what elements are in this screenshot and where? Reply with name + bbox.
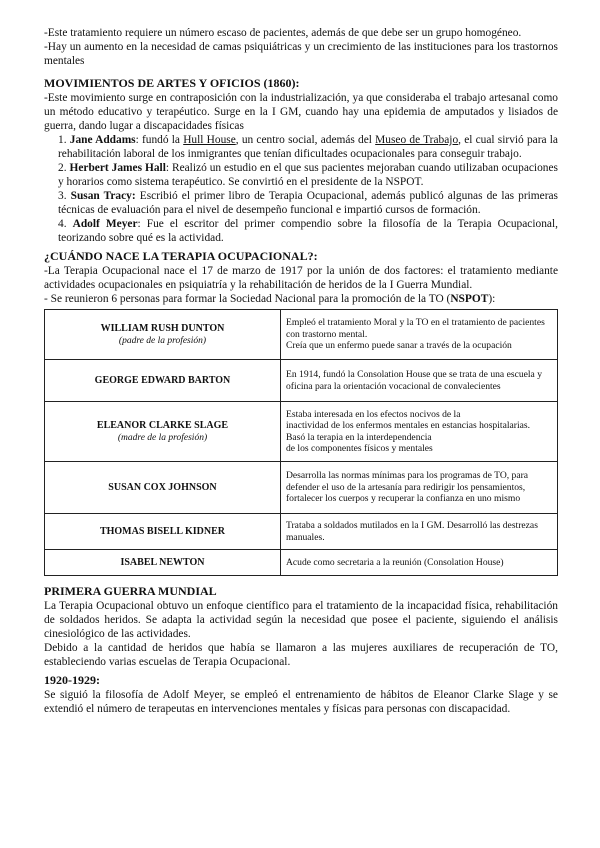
list-text: : Realizó un estudio en el que sus pacientes mejoraban cuando utilizaban ocupaciones y horarios como sistema terapéutico. Se convirtió en el presidente de la NSPOT.	[58, 162, 558, 188]
list-number: 1.	[58, 134, 67, 146]
list-item-hall	[44, 161, 558, 189]
founder-name: ISABEL NEWTON	[120, 557, 205, 568]
table-row	[45, 550, 558, 576]
founders-table	[44, 309, 558, 576]
founder-description-cell	[280, 310, 557, 360]
founder-name: SUSAN COX JOHNSON	[108, 482, 217, 493]
section-heading-movimientos: MOVIMIENTOS DE ARTES Y OFICIOS (1860):	[44, 76, 300, 90]
guerra-paragraph-2: Debido a la cantidad de heridos que había se llamaron a las mujeres auxiliares de recuperación de TO, estableciendo varias escuelas de Terapia Ocupacional.	[44, 642, 558, 668]
list-number: 2.	[58, 162, 67, 174]
table-row	[45, 402, 558, 462]
list-text: , un centro social, además del	[235, 134, 376, 146]
description-line: inactividad de los enfermos mentales en estancias hospitalarias.	[285, 420, 530, 431]
description-line: Trataba a soldados mutilados en la I GM. Desarrolló las destrezas manuales.	[285, 520, 538, 543]
founder-description-cell	[280, 514, 557, 550]
list-item-meyer	[44, 217, 558, 245]
description-line: de los componentes físicos y mentales	[285, 443, 433, 454]
intro-line-2: -Hay un aumento en la necesidad de camas psiquiátricas y un crecimiento de las instituciones para los trastornos mentales	[44, 41, 558, 67]
nspot-acronym: NSPOT	[450, 293, 489, 305]
founder-name-cell	[45, 514, 281, 550]
founder-name-cell	[45, 462, 281, 514]
list-text: , el cual sirvió para la rehabilitación laboral de los inmigrantes que tenían dificultades ocupacionales para conseguir trabajo.	[58, 134, 558, 160]
table-row	[45, 514, 558, 550]
person-name: Jane Addams	[69, 134, 136, 146]
founder-name-cell	[45, 360, 281, 402]
section-heading-1920: 1920-1929:	[44, 673, 100, 687]
table-row	[45, 310, 558, 360]
cuando-paragraph: -La Terapia Ocupacional nace el 17 de marzo de 1917 por la unión de dos factores: el tratamiento mediante actividades ocupacionales en psiquiatría y la rehabilitación de heridos de la I Guerra Mundial.	[44, 265, 558, 291]
section-heading-guerra: PRIMERA GUERRA MUNDIAL	[44, 584, 217, 598]
list-number: 4.	[58, 218, 67, 230]
founder-name-cell	[45, 402, 281, 462]
founder-description-cell	[280, 550, 557, 576]
description-line: Estaba interesada en los efectos nocivos de la	[285, 408, 461, 420]
hull-house-link[interactable]: Hull House	[183, 134, 236, 146]
founder-description-cell	[280, 360, 557, 402]
founder-description-cell	[280, 402, 557, 462]
list-number: 3.	[58, 190, 67, 202]
cuando-line-text: - Se reunieron 6 personas para formar la Sociedad Nacional para la promoción de la TO (	[44, 293, 451, 305]
founder-name: THOMAS BISELL KIDNER	[99, 526, 225, 537]
description-line: Empleó el tratamiento Moral y la TO en el tratamiento de pacientes con trastorno mental.	[285, 317, 545, 340]
table-row	[45, 462, 558, 514]
founder-name: ELEANOR CLARKE SLAGE	[96, 420, 229, 431]
list-item-addams	[44, 133, 558, 161]
person-name: Adolf Meyer	[72, 218, 138, 230]
founder-name-cell	[45, 310, 281, 360]
founder-role: (madre de la profesión)	[117, 433, 208, 443]
section-heading-cuando: ¿CUÁNDO NACE LA TERAPIA OCUPACIONAL?:	[44, 249, 318, 263]
founder-name: GEORGE EDWARD BARTON	[94, 375, 231, 386]
person-name: Herbert James Hall	[69, 162, 166, 174]
museo-trabajo-link[interactable]: Museo de Trabajo	[375, 134, 459, 146]
founder-description-cell	[280, 462, 557, 514]
description-line: Basó la terapia en la interdependencia	[285, 431, 432, 443]
description-line: En 1914, fundó la Consolation House que se trata de una escuela y oficina para la orientación vocacional de convalecientes	[285, 369, 543, 392]
description-line: Acude como secretaria a la reunión (Consolation House)	[285, 556, 504, 568]
founder-name-cell	[45, 550, 281, 576]
person-name: Susan Tracy:	[70, 190, 136, 202]
list-text: : Fue el escritor del primer compendio sobre la filosofía de la Terapia Ocupacional, teorizando sobre qué es la actividad.	[58, 218, 558, 244]
founder-role: (padre de la profesión)	[118, 336, 207, 346]
list-text: : fundó la	[135, 134, 184, 146]
description-line: Creía que un enfermo puede sanar a través de la ocupación	[285, 340, 512, 352]
table-row	[45, 360, 558, 402]
list-item-tracy	[44, 189, 558, 217]
founder-name: WILLIAM RUSH DUNTON	[100, 323, 225, 334]
guerra-paragraph-1: La Terapia Ocupacional obtuvo un enfoque científico para el tratamiento de la incapacidad física, rehabilitación de soldados heridos. Se adapta la actividad según la necesidad que posee el paciente, siguiendo el análisis cinesiológico de las actividades.	[44, 600, 558, 640]
intro-line-1: -Este tratamiento requiere un número escaso de pacientes, además de que debe ser un grupo homogéneo.	[44, 27, 522, 39]
cuando-line-2	[44, 292, 558, 306]
cuando-line-text: ):	[488, 293, 496, 305]
list-text: Escribió el primer libro de Terapia Ocupacional, además publicó algunas de las primeras técnicas de evaluación para el nivel de desempeño funcional e impartió cursos de formación.	[58, 190, 558, 216]
periodo-paragraph: Se siguió la filosofía de Adolf Meyer, se empleó el entrenamiento de hábitos de Eleanor Clarke Slage y se extendió el número de terapeutas en intervenciones mentales y físicas para personas con discapacidad.	[44, 689, 558, 715]
description-line: Desarrolla las normas mínimas para los programas de TO, para defender el uso de la artesanía para redirigir los pensamientos, fortalecer los cuerpos y recuperar la confianza en uno mismo	[285, 470, 529, 505]
movimientos-paragraph: -Este movimiento surge en contraposición con la industrialización, ya que consideraba el trabajo artesanal como un método educativo y terapéutico. Surge en la I GM, cuando hay una epidemia de amputados y lisiados de guerra, dando lugar a discapacidades físicas	[44, 92, 558, 132]
